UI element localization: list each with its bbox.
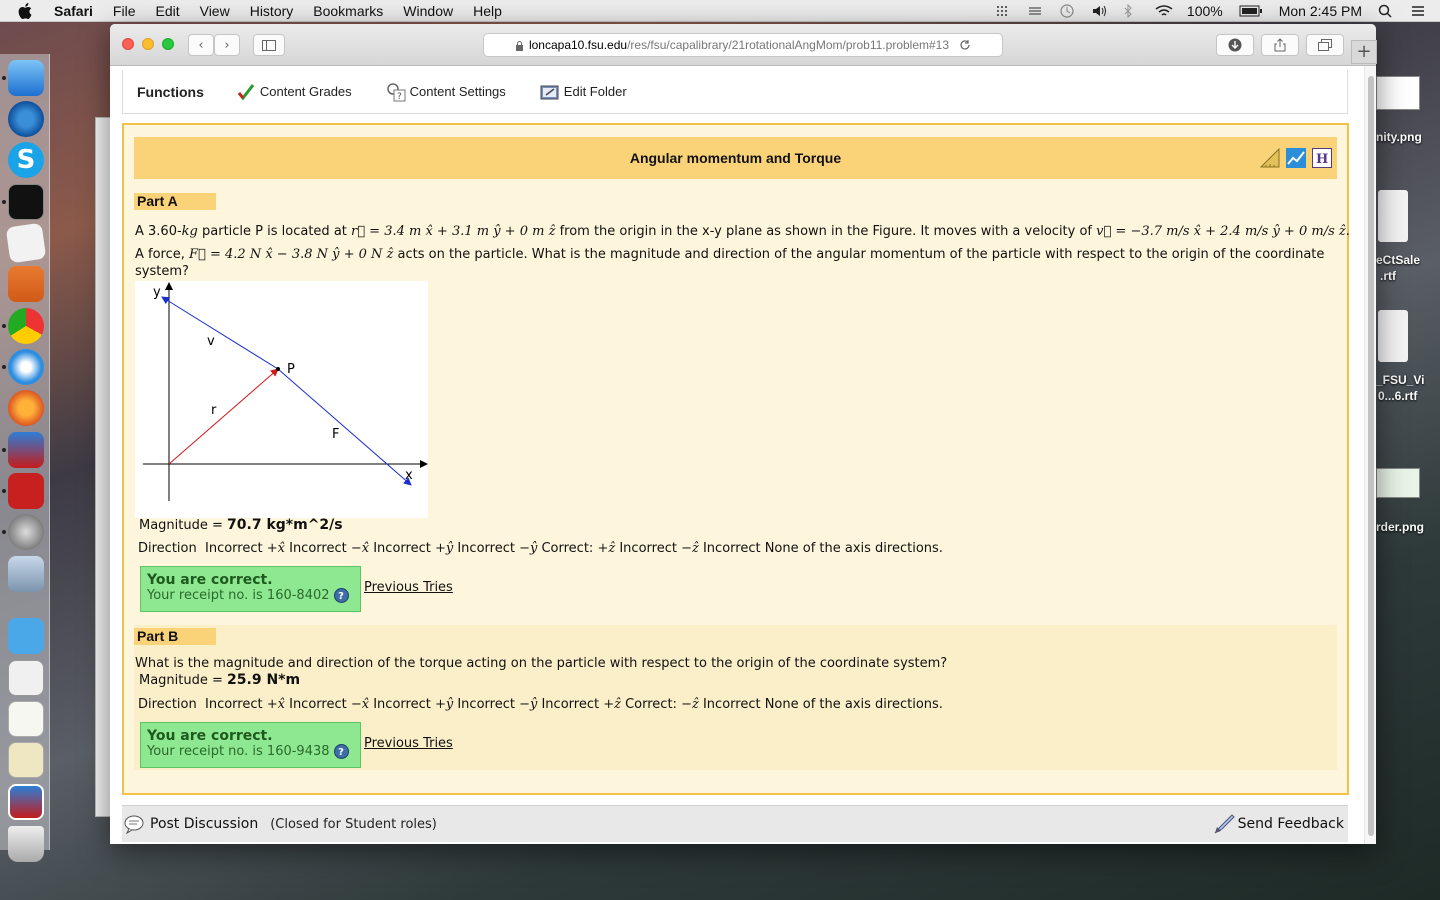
download-icon — [1228, 38, 1242, 52]
content-settings-link[interactable] — [386, 82, 506, 102]
textedit-icon[interactable] — [6, 223, 47, 264]
menu-view[interactable]: View — [199, 2, 230, 19]
functions-title: Functions — [137, 83, 204, 100]
downloads-button[interactable] — [1216, 34, 1254, 56]
part-b-correct-box — [140, 722, 361, 768]
part-b-label: Part B — [134, 628, 216, 645]
help-icon[interactable]: ? — [334, 588, 349, 603]
option-axis: +ŷ — [434, 541, 454, 556]
direction-option[interactable] — [625, 697, 699, 712]
direction-option[interactable] — [457, 541, 537, 556]
label-f: F — [332, 427, 340, 442]
browser-toolbar — [110, 24, 1376, 66]
label-v: v — [207, 334, 215, 349]
question-text: acts on the particle. What is the magnitude and direction of the angular momentum of the particle with respect to the origin of the coordinate — [393, 247, 1325, 262]
part-a-label: Part A — [134, 193, 216, 210]
plus-icon: + — [1356, 41, 1372, 62]
label-x: x — [405, 468, 413, 483]
tabs-overview-button[interactable] — [1306, 34, 1344, 56]
option-status: Incorrect — [541, 697, 600, 712]
edit-folder-icon — [540, 82, 560, 102]
svg-text:H: H — [1316, 152, 1329, 167]
magnitude-value: 70.7 kg*m^2/s — [227, 517, 343, 533]
direction-option[interactable] — [457, 697, 537, 712]
apple-icon[interactable] — [18, 0, 36, 22]
discussion-icon — [124, 814, 146, 834]
closed-note: (Closed for Student roles) — [270, 816, 437, 832]
content-settings-label: Content Settings — [409, 84, 506, 99]
close-window-button[interactable] — [122, 38, 134, 50]
ruler-icon[interactable] — [1260, 148, 1280, 168]
zoom-window-button[interactable] — [162, 38, 174, 50]
option-status: Correct: — [541, 541, 594, 556]
option-axis: +ŷ — [434, 697, 454, 712]
time-machine-icon[interactable] — [1059, 4, 1075, 18]
page-content — [110, 66, 1364, 844]
acrobat-icon[interactable] — [8, 473, 44, 509]
direction-option[interactable] — [289, 697, 369, 712]
option-status: Incorrect — [457, 697, 515, 712]
part-a-question-line1 — [135, 223, 1350, 240]
option-status: Correct: — [625, 697, 677, 712]
option-status: Incorrect — [702, 697, 761, 712]
f-vector — [278, 369, 411, 485]
receipt-text: Your receipt no. is 160-8402 — [147, 588, 330, 603]
scrollbar-thumb[interactable] — [1368, 76, 1374, 836]
option-axis: −ŷ — [519, 697, 538, 712]
mathematica-icon[interactable] — [8, 432, 44, 468]
force-vector: F⃗ = 4.2 N x̂ − 3.8 N ŷ + 0 N ẑ — [189, 247, 394, 262]
direction-option[interactable] — [541, 697, 620, 712]
desktop-file-label[interactable]: 0...6.rtf — [1378, 389, 1418, 403]
velocity-vector: v⃗ = −3.7 m/s x̂ + 2.4 m/s ŷ + 0 m/s ẑ. — [1096, 224, 1350, 239]
spotlight-icon[interactable] — [1378, 4, 1394, 18]
running-indicator — [2, 324, 6, 328]
vector-diagram — [135, 281, 428, 518]
content-grades-link[interactable] — [236, 82, 352, 102]
question-text: A force, — [135, 247, 190, 262]
option-axis: +ẑ — [597, 541, 616, 556]
help-icon[interactable]: ? — [334, 744, 349, 759]
address-bar[interactable] — [483, 33, 1003, 57]
preview-icon[interactable] — [8, 556, 44, 592]
menu-bar — [0, 0, 1440, 22]
lock-icon — [515, 40, 524, 51]
label-y: y — [153, 285, 161, 300]
hint-icon[interactable] — [1312, 148, 1332, 168]
forward-button[interactable] — [214, 34, 240, 56]
running-indicator — [2, 200, 6, 204]
send-feedback-label: Send Feedback — [1237, 816, 1344, 832]
keynote-icon[interactable] — [8, 101, 44, 137]
bluetooth-icon[interactable] — [1123, 4, 1139, 18]
sidebar-button[interactable] — [253, 34, 285, 56]
correct-title: You are correct. — [147, 572, 273, 588]
calculator-icon[interactable] — [8, 266, 44, 302]
terminal-icon[interactable] — [8, 184, 44, 220]
problem-figure — [135, 281, 428, 518]
mathematica-icon[interactable] — [8, 784, 44, 820]
svg-text:?: ? — [396, 91, 402, 102]
option-status: Incorrect — [702, 541, 761, 556]
menu-history[interactable]: History — [249, 2, 294, 19]
running-indicator — [2, 76, 6, 80]
direction-option[interactable] — [703, 541, 943, 556]
part-b-magnitude — [139, 672, 300, 688]
menu-window[interactable]: Window — [403, 2, 454, 19]
question-text: particle P is located at — [197, 224, 352, 239]
question-text: from the origin in the x-y plane as shown in the Figure. It moves with a velocity of — [555, 224, 1097, 239]
safari-window — [110, 24, 1376, 844]
share-button[interactable] — [1261, 34, 1299, 56]
option-axis: −x̂ — [350, 697, 370, 712]
url-domain: loncapa10.fsu.edu — [528, 38, 628, 52]
desktop-file-label[interactable]: _FSU_Vi — [1376, 373, 1425, 387]
desktop-file-thumbnail[interactable] — [1376, 468, 1420, 498]
option-status: Incorrect — [289, 541, 347, 556]
chevron-left-icon: ‹ — [198, 37, 204, 53]
chrome-icon[interactable] — [8, 308, 44, 344]
option-status: Incorrect — [457, 541, 515, 556]
dock — [0, 54, 50, 850]
settings-help-icon — [386, 82, 406, 102]
magnitude-value: 25.9 N*m — [227, 672, 301, 688]
option-axis: −ẑ — [681, 697, 699, 712]
option-axis: +x̂ — [266, 541, 285, 556]
clock[interactable]: Mon 2:45 PM — [1278, 3, 1362, 19]
magnitude-label: Magnitude = — [139, 673, 228, 688]
trash-icon[interactable] — [8, 826, 44, 862]
label-r: r — [211, 403, 217, 418]
part-b-question: What is the magnitude and direction of the torque acting on the particle with respect to the origin of the coordinate system? — [135, 656, 948, 671]
desktop-file-label[interactable]: eCtSale — [1376, 253, 1421, 267]
grid-status-icon[interactable] — [995, 4, 1011, 18]
tabs-icon — [1318, 39, 1332, 51]
firefox-icon[interactable] — [8, 390, 44, 426]
correct-title: You are correct. — [147, 728, 273, 744]
option-axis: −ẑ — [681, 541, 699, 556]
battery-percent[interactable]: 100% — [1186, 3, 1223, 19]
desktop-file-label[interactable]: rder.png — [1376, 520, 1425, 534]
new-tab-button[interactable] — [1351, 40, 1377, 64]
problem-title: Angular momentum and Torque — [629, 150, 842, 166]
battery-icon[interactable] — [1239, 4, 1263, 18]
discussion-bar — [122, 805, 1348, 842]
r-vector — [169, 369, 278, 464]
part-a-question-line2 — [135, 246, 1324, 263]
rtf-file-icon[interactable] — [1378, 310, 1408, 362]
x11-icon[interactable] — [8, 514, 44, 550]
option-status: Incorrect — [373, 697, 431, 712]
menu-safari[interactable]: Safari — [54, 2, 93, 19]
skype-icon[interactable]: S — [8, 142, 44, 178]
window-thumbnail-icon[interactable] — [8, 660, 44, 696]
label-p: P — [287, 362, 295, 377]
content-grades-label: Content Grades — [259, 84, 352, 99]
checkmark-icon — [236, 82, 256, 102]
option-status: Incorrect — [205, 697, 263, 712]
finder-icon[interactable] — [8, 60, 44, 96]
vertical-scrollbar[interactable] — [1364, 66, 1376, 844]
part-a-question-line3: system? — [135, 264, 189, 279]
menu-edit[interactable]: Edit — [155, 2, 180, 19]
option-axis: None of the axis directions. — [764, 697, 943, 712]
direction-label: Direction — [138, 541, 197, 556]
running-indicator — [2, 530, 6, 534]
option-axis: +x̂ — [266, 697, 285, 712]
volume-icon[interactable] — [1091, 4, 1107, 18]
part-a-direction — [138, 541, 943, 556]
v-vector — [162, 297, 278, 369]
question-text: A 3.60- — [135, 224, 182, 239]
receipt-text: Your receipt no. is 160-9438 — [147, 744, 330, 759]
magnitude-label: Magnitude = — [139, 518, 228, 533]
option-status: Incorrect — [373, 541, 431, 556]
part-a-magnitude — [139, 517, 343, 533]
network-icon[interactable] — [1027, 4, 1043, 18]
post-discussion-label: Post Discussion — [150, 816, 259, 832]
feedback-icon — [1212, 813, 1236, 835]
folder-icon[interactable] — [8, 618, 44, 654]
part-a-correct-box — [140, 566, 361, 612]
safari-icon[interactable] — [8, 349, 44, 385]
direction-option[interactable] — [205, 697, 285, 712]
option-status: Incorrect — [619, 541, 677, 556]
direction-option[interactable] — [373, 541, 453, 556]
edit-folder-link[interactable] — [540, 82, 627, 102]
option-axis: None of the axis directions. — [764, 541, 943, 556]
problem-box — [122, 123, 1349, 795]
option-axis: −x̂ — [350, 541, 370, 556]
option-status: Incorrect — [289, 697, 347, 712]
sidebar-icon — [262, 40, 276, 51]
direction-option[interactable] — [619, 541, 698, 556]
part-a-previous-tries-link[interactable]: Previous Tries — [364, 580, 453, 595]
problem-header — [134, 137, 1337, 179]
share-icon — [1274, 38, 1286, 52]
direction-option[interactable] — [289, 541, 369, 556]
part-b-direction — [138, 697, 943, 712]
functions-bar — [122, 70, 1348, 114]
send-feedback-link[interactable] — [1212, 813, 1344, 835]
chart-icon[interactable] — [1286, 148, 1306, 168]
post-discussion-link[interactable] — [124, 814, 258, 834]
direction-option[interactable] — [373, 697, 453, 712]
desktop-file-thumbnail[interactable] — [1376, 76, 1420, 110]
position-vector: r⃗ = 3.4 m x̂ + 3.1 m ŷ + 0 m ẑ — [351, 224, 556, 239]
reload-icon[interactable] — [959, 39, 971, 51]
option-axis: +ẑ — [603, 697, 621, 712]
document-thumbnail-icon[interactable] — [8, 742, 44, 778]
edit-folder-label: Edit Folder — [563, 84, 627, 99]
minimize-window-button[interactable] — [142, 38, 154, 50]
desktop-file-label[interactable]: .rtf — [1380, 269, 1396, 283]
back-button[interactable] — [188, 34, 214, 56]
running-indicator — [2, 489, 6, 493]
running-indicator — [2, 448, 6, 452]
document-thumbnail-icon[interactable] — [8, 701, 44, 737]
rtf-file-icon[interactable] — [1378, 190, 1408, 242]
wifi-icon[interactable] — [1155, 4, 1171, 18]
menu-help[interactable]: Help — [473, 2, 502, 19]
unit-kg: kg — [181, 224, 198, 239]
point-p — [276, 367, 280, 371]
chevron-right-icon: › — [224, 37, 230, 53]
direction-option[interactable] — [541, 541, 615, 556]
direction-option[interactable] — [703, 697, 943, 712]
direction-option[interactable] — [205, 541, 285, 556]
menu-file[interactable]: File — [112, 2, 136, 19]
option-axis: −ŷ — [519, 541, 538, 556]
running-indicator — [2, 365, 6, 369]
part-b-previous-tries-link[interactable]: Previous Tries — [364, 736, 453, 751]
desktop-file-label[interactable]: nity.png — [1376, 130, 1422, 144]
direction-label: Direction — [138, 697, 197, 712]
menu-bookmarks[interactable]: Bookmarks — [313, 2, 384, 19]
notification-center-icon[interactable] — [1410, 4, 1426, 18]
option-status: Incorrect — [205, 541, 263, 556]
url-path: /res/fsu/capalibrary/21rotationalAngMom/prob11.problem#13 — [627, 38, 950, 52]
